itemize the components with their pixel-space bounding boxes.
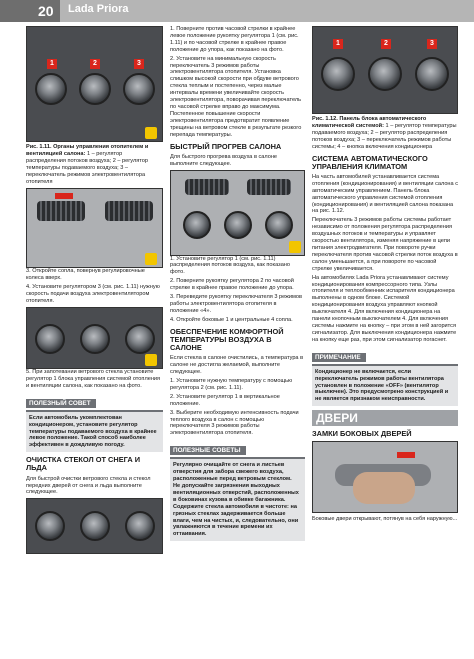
knob: [125, 324, 155, 354]
knob: [35, 324, 65, 354]
knob: [183, 211, 211, 239]
note-label: ПРИМЕЧАНИЕ: [312, 353, 366, 362]
note-box: Кондиционер не включается, если переключатель режимов работы вентилятора установлен в положение «OFF» (вентилятор выключен). Это предусмотрено конструкцией и не является признаком неисправности.: [312, 364, 458, 407]
heading-fast-warmup: БЫСТРЫЙ ПРОГРЕВ САЛОНА: [170, 141, 282, 151]
marker-3: 3: [427, 39, 437, 49]
section-doors: ДВЕРИ: [312, 410, 458, 426]
vent-right: [105, 201, 153, 221]
tool-icon: [145, 253, 157, 265]
tips-box: [170, 457, 305, 541]
marker-1: 1: [333, 39, 343, 49]
comfort-step-3: 3. Выберите необходимую интенсивность подачи теплого воздуха в салон с помощью переключателя 3 режимов работы электровентилятора отопителя.: [170, 409, 299, 437]
auto-paragraph-3: На автомобилях Lada Priora устанавливают систему кондиционирования компрессорного типа. Узлы отопителя и теплообменник испарителя кондиционера выполнены в одном блоке. Системой кондиционирования воздуха управляют кнопкой выключателя 4. Для включения кондиционера на панели кнопочным выключателем 4. Для включения системы нажмите на кнопку – при этом в ней загорится сигнализатор. Для выключения кондиционера нажмите на кнопку еще раз, при этом сигнализатор погаснет.: [312, 274, 457, 343]
tool-icon: [145, 354, 157, 366]
fast-intro-text: Для быстрого прогрева воздуха в салоне выполните следующее.: [170, 153, 278, 167]
marker-3: 3: [134, 59, 144, 69]
knob: [415, 57, 449, 91]
fast-step-2: 2. Поверните рукоятку регулятора 2 по часовой стрелке в крайнее правое положение до упора.: [170, 278, 294, 292]
arrow-icon: [397, 452, 415, 458]
photo-vent-nozzle: [26, 188, 163, 268]
vent-left: [37, 201, 85, 221]
snow-intro-text: Для быстрой очистки ветрового стекла и стекол передних дверей от снега и льда выполните следующее.: [26, 475, 151, 496]
tool-icon: [289, 241, 301, 253]
brand-title: Lada Priora: [68, 3, 129, 15]
defrost-step-1: 1. Поверните против часовой стрелки в крайнее левое положение рукоятку регулятора 1 (см. рис. 1.11) и по часовой стрелке в крайнее правое положение до упора, как показано на фото.: [170, 26, 299, 53]
photo-heater-controls: [26, 26, 163, 142]
tip-box: Если автомобиль укомплектован кондиционером, установите регулятор температуры подаваемого воздуха в крайнее левое положение. Такой способ наиболее эффективен в дождливую погоду.: [26, 410, 163, 453]
comfort-step-1: 1. Установите нужную температуру с помощью регулятора 2 (см. рис. 1.11).: [170, 378, 293, 391]
vent-left: [185, 179, 229, 195]
photo-center-console: [170, 170, 305, 256]
fast-step-3: 3. Переведите рукоятку переключателя 3 режимов работы электровентилятора отопителя в положение «4».: [170, 294, 302, 314]
auto-paragraph-1: На часть автомобилей устанавливается система отопления (кондиционирования) и вентиляции салона с автоматическим управлением. Панель блока автоматического управления системой отопления (кондиционирования) и вентиляцией салона показана на рис. 1.12.: [312, 173, 458, 215]
step-4-text: 4. Установите регулятором 3 (см. рис. 1.11) нужную скорость подачи воздуха электровентилятором отопителя.: [26, 284, 160, 305]
heading-auto-climate: СИСТЕМА АВТОМАТИЧЕСКОГО УПРАВЛЕНИЯ КЛИМАТОМ: [312, 153, 428, 171]
knob-temperature: [79, 73, 111, 105]
column-left: [26, 26, 163, 554]
defrost-step-2: 2. Установите на минимальную скорость переключатель 3 режимов работы электровентилятора отопителя. Установка слишком высокой скорости при обдуве ветрового стекла теплым и постепенно, через малые интервалы времени увеличивайте скорость электровентилятора, поворачивая переключатель по часовой стрелке вправо до максимума. Постепенное повышение скорости электровентилятора предотвратит появление трещины на ветровом стекле в результате резкого перепада температуры.: [170, 55, 302, 138]
heading-snow-ice: ОЧИСТКА СТЕКОЛ ОТ СНЕГА И ЛЬДА: [26, 455, 141, 473]
tip-text-2: Не допускайте загрязнения выходных вентиляционных отверстий, расположенных в боковинах кузова в обивке багажника.: [173, 482, 299, 503]
hand: [353, 472, 415, 504]
tip-label: ПОЛЕЗНЫЙ СОВЕТ: [26, 399, 96, 408]
step-5-text: 5. При запотевании ветрового стекла установите регулятор 1 блока управления системой отопления и вентиляции салона, как показано на фото.: [26, 368, 161, 389]
knob: [265, 211, 293, 239]
knob: [321, 57, 355, 91]
heading-door-locks: ЗАМКИ БОКОВЫХ ДВЕРЕЙ: [312, 429, 412, 439]
figure-caption-1-11: Рис. 1.11. Органы управления отопителем и вентиляцией салона: 1 – регулятор распределения потоков воздуха; 2 – регулятор температуры подаваемого воздуха; 3 – переключатель режимов электровентилятора отопителя: [26, 144, 149, 185]
marker-2: 2: [90, 59, 100, 69]
knob: [125, 511, 155, 541]
comfort-step-2: 2. Установите регулятор 1 в вертикальное положение.: [170, 393, 280, 407]
tips-label: ПОЛЕЗНЫЕ СОВЕТЫ: [170, 446, 246, 455]
column-right: [312, 26, 458, 525]
knob: [80, 511, 110, 541]
tool-icon: [145, 127, 157, 139]
photo-fan-regulator: [26, 307, 163, 369]
door-text: Боковые двери открывают, потянув на себя наружную...: [312, 516, 458, 523]
figure-caption-1-12: Рис. 1.12. Панель блока автоматического климатической системой: 1 – регулятор температуры подаваемого воздуха; 2 – регулятор распределения потоков воздуха; 3 – переключатель режимов работы системы; 4 – кнопка включения кондиционера: [312, 116, 457, 150]
vent-right: [247, 179, 291, 195]
knob-fan-speed: [123, 73, 155, 105]
step-3-text: 3. Откройте сопла, повернув регулировочные колеса вверх.: [26, 268, 145, 282]
fast-step-4: 4. Откройте боковые 1 и центральные 4 сопла.: [170, 316, 293, 323]
tip-text-1: Регулярно очищайте от снега и листьев отверстия для забора свежего воздуха, расположенные перед ветровым стеклом.: [173, 462, 292, 483]
knob: [224, 211, 252, 239]
photo-climate-panel: [312, 26, 458, 114]
fast-step-1: 1. Установите регулятор 1 (см. рис. 1.11) распределения потоков воздуха, как показано фото.: [170, 255, 291, 276]
marker-2: 2: [381, 39, 391, 49]
auto-paragraph-2: Переключатель 3 режимов работы системы работает независимо от положения регулятора распределения воздушных потоков и температуры и управляет скоростью вентилятора, изменяя напряжение в цепи питания электродвигателя. При повороте ручки переключателя против часовой стрелки поток воздуха в салон уменьшается, а при повороте по часовой стрелке увеличивается.: [312, 217, 458, 272]
arrow-icon: [55, 193, 73, 199]
photo-defrost-controls: [26, 498, 163, 554]
knob: [35, 511, 65, 541]
page-number: 20: [0, 0, 60, 22]
knob: [368, 57, 402, 91]
knob-distribution: [35, 73, 67, 105]
heading-comfort-temp: ОБЕСПЕЧЕНИЕ КОМФОРТНОЙ ТЕМПЕРАТУРЫ ВОЗДУХА В САЛОНЕ: [170, 326, 284, 353]
comfort-intro-text: Если стекла в салоне очистились, а температура в салоне не достигла желаемой, выполните следующее.: [170, 355, 304, 376]
marker-1: 1: [47, 59, 57, 69]
knob: [80, 324, 110, 354]
column-middle: [170, 26, 305, 541]
page-header: [0, 0, 474, 22]
photo-door-handle: [312, 441, 458, 513]
tip-text-3: Содержите стекла автомобиля в чистоте: на грязных стеклах задерживается больше влаги, чем на чистых, и, следовательно, они увлажняются в течение времени их оттаивания.: [173, 503, 299, 538]
